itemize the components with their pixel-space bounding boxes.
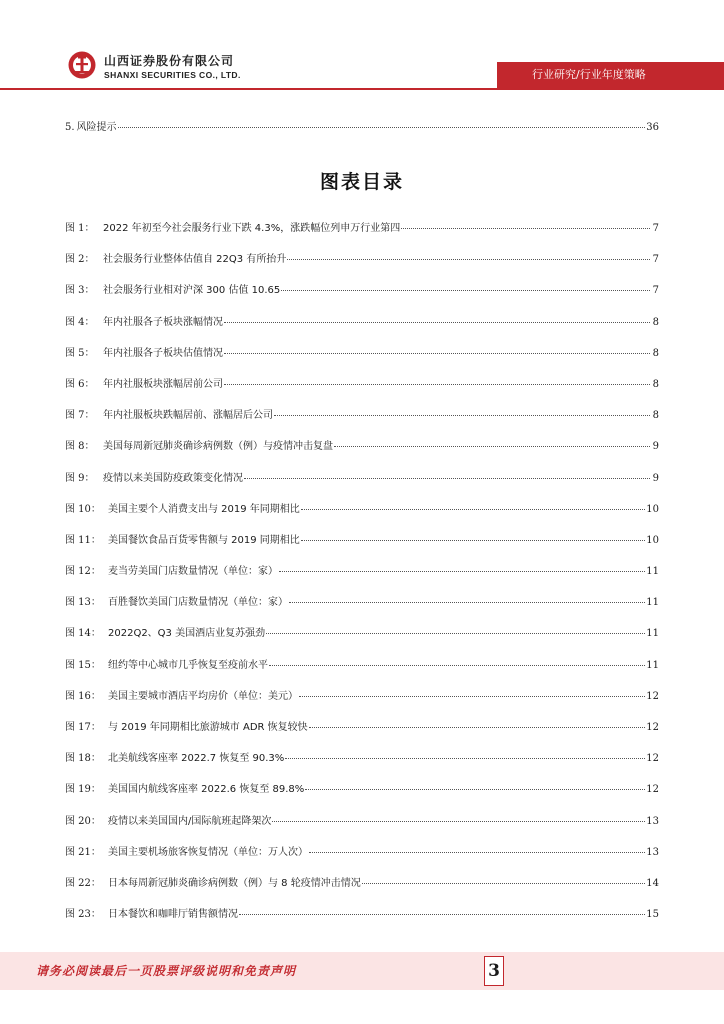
figure-entry[interactable] <box>65 815 659 846</box>
figure-title: 美国主要城市酒店平均房价（单位：美元） <box>108 690 298 702</box>
dot-leader <box>272 821 645 822</box>
dot-leader <box>289 602 645 603</box>
figure-label: 图 6： <box>65 378 95 390</box>
dot-leader <box>362 883 646 884</box>
company-name <box>104 54 241 81</box>
figure-entry[interactable] <box>65 316 659 347</box>
figure-title: 社会服务行业相对沪深 300 估值 10.65 <box>103 285 281 297</box>
shanxi-securities-logo-icon <box>67 50 97 80</box>
figure-title: 美国国内航线客座率 2022.6 恢复至 89.8% <box>108 784 305 796</box>
dot-leader <box>281 290 650 291</box>
figure-title: 2022 年初至今社会服务行业下跌 4.3%，涨跌幅位列申万行业第四 <box>103 223 401 234</box>
figure-entry[interactable] <box>65 627 659 658</box>
figure-entry[interactable] <box>65 503 659 534</box>
figure-label: 图 10： <box>65 503 101 515</box>
figure-page: 9 <box>652 472 659 484</box>
figure-label: 图 4： <box>65 316 95 328</box>
figure-label: 图 3： <box>65 285 95 297</box>
dot-leader <box>309 852 645 853</box>
dot-leader <box>305 789 645 790</box>
toc-number: 5. <box>65 122 75 133</box>
company-name-en: SHANXI SECURITIES CO., LTD. <box>104 70 241 80</box>
figure-page: 7 <box>652 285 659 297</box>
dot-leader <box>279 571 645 572</box>
figure-list-title: 图表目录 <box>319 171 404 193</box>
figure-page: 8 <box>652 347 659 359</box>
figure-page: 10 <box>646 534 659 546</box>
figure-entry[interactable] <box>65 440 659 471</box>
figure-page: 10 <box>646 503 659 515</box>
dot-leader <box>285 758 645 759</box>
dot-leader <box>239 914 645 915</box>
figure-title: 麦当劳美国门店数量情况（单位：家） <box>108 566 278 578</box>
dot-leader <box>118 127 646 128</box>
dot-leader <box>224 322 650 323</box>
dot-leader <box>244 478 650 479</box>
dot-leader <box>287 259 650 260</box>
dot-leader <box>301 540 645 541</box>
dot-leader <box>224 353 650 354</box>
figure-entry[interactable] <box>65 222 659 253</box>
figure-page: 11 <box>646 597 659 609</box>
figure-entry[interactable] <box>65 253 659 284</box>
figure-entry[interactable] <box>65 877 659 908</box>
figure-title: 纽约等中心城市几乎恢复至疫前水平 <box>108 659 268 671</box>
figure-label: 图 18： <box>65 753 101 765</box>
figure-title: 社会服务行业整体估值自 22Q3 有所抬升 <box>103 254 287 266</box>
figure-label: 图 16： <box>65 690 101 702</box>
figure-label: 图 9： <box>65 472 95 484</box>
dot-leader <box>224 384 650 385</box>
figure-entry[interactable] <box>65 347 659 378</box>
figure-entry[interactable] <box>65 284 659 315</box>
figure-label: 图 5： <box>65 347 95 359</box>
figure-page: 12 <box>646 753 659 765</box>
header-divider <box>0 88 724 90</box>
company-name-cn: 山西证券股份有限公司 <box>104 54 235 68</box>
figure-entry[interactable] <box>65 783 659 814</box>
figure-label: 图 8： <box>65 441 95 453</box>
figure-label: 图 13： <box>65 597 101 609</box>
figure-page: 8 <box>652 410 659 422</box>
figure-label: 图 21： <box>65 846 101 858</box>
figure-entry[interactable] <box>65 908 659 939</box>
dot-leader <box>266 633 645 634</box>
table-of-contents-tail <box>65 121 659 137</box>
figure-label: 图 11： <box>65 534 101 546</box>
figure-title: 疫情以来美国国内/国际航班起降架次 <box>108 815 272 827</box>
figure-page: 11 <box>646 566 659 578</box>
figure-entry[interactable] <box>65 534 659 565</box>
figure-title: 年内社服板块涨幅居前公司 <box>103 378 223 390</box>
figure-title: 年内社服板块跌幅居前、涨幅居后公司 <box>103 410 273 422</box>
figure-title: 美国主要个人消费支出与 2019 年同期相比 <box>108 503 300 515</box>
figure-entry[interactable] <box>65 409 659 440</box>
dot-leader <box>299 696 645 697</box>
figure-label: 图 19： <box>65 784 101 796</box>
figure-title: 日本餐饮和咖啡厅销售额情况 <box>108 909 238 921</box>
figure-title: 疫情以来美国防疫政策变化情况 <box>103 472 243 484</box>
page-header <box>0 0 724 92</box>
figure-page: 7 <box>652 223 659 234</box>
figure-page: 14 <box>646 877 659 889</box>
figure-label: 图 12： <box>65 566 101 578</box>
figure-label: 图 22： <box>65 877 101 889</box>
figure-page: 7 <box>652 254 659 266</box>
figure-label: 图 20： <box>65 815 101 827</box>
toc-title: 风险提示 <box>76 122 117 133</box>
figure-entry[interactable] <box>65 565 659 596</box>
figure-entry[interactable] <box>65 846 659 877</box>
figure-page: 11 <box>646 659 659 671</box>
toc-entry[interactable] <box>65 121 659 137</box>
figure-page: 12 <box>646 690 659 702</box>
figure-title: 美国主要机场旅客恢复情况（单位：万人次） <box>108 846 308 858</box>
figure-entry[interactable] <box>65 659 659 690</box>
figure-title: 与 2019 年同期相比旅游城市 ADR 恢复较快 <box>108 722 308 733</box>
figure-entry[interactable] <box>65 378 659 409</box>
dot-leader <box>269 665 645 666</box>
page-number: 3 <box>488 961 500 981</box>
figure-page: 11 <box>646 628 659 640</box>
figure-label: 图 15： <box>65 659 101 671</box>
figure-title: 百胜餐饮美国门店数量情况（单位：家） <box>108 597 288 609</box>
figure-page: 9 <box>652 441 659 453</box>
figure-entry[interactable] <box>65 752 659 783</box>
toc-page: 36 <box>646 122 659 133</box>
figure-page: 8 <box>652 316 659 328</box>
figure-title: 美国餐饮食品百货零售额与 2019 同期相比 <box>108 534 300 546</box>
figure-label: 图 1： <box>65 223 95 234</box>
figure-label: 图 14： <box>65 628 101 640</box>
figure-title: 日本每周新冠肺炎确诊病例数（例）与 8 轮疫情冲击情况 <box>108 877 361 889</box>
figure-entry[interactable] <box>65 690 659 721</box>
figure-list <box>65 222 659 939</box>
figure-page: 12 <box>646 722 659 733</box>
dot-leader <box>301 509 645 510</box>
figure-page: 15 <box>646 909 659 921</box>
figure-entry[interactable] <box>65 472 659 503</box>
figure-label: 图 2： <box>65 254 95 266</box>
figure-page: 13 <box>646 846 659 858</box>
figure-title: 年内社服各子板块涨幅情况 <box>103 316 223 328</box>
figure-title: 2022Q2、Q3 美国酒店业复苏强劲 <box>108 628 266 640</box>
figure-label: 图 23： <box>65 909 101 921</box>
dot-leader <box>334 446 650 447</box>
report-type: 行业研究/行业年度策略 <box>532 68 646 81</box>
figure-title: 年内社服各子板块估值情况 <box>103 347 223 359</box>
figure-entry[interactable] <box>65 596 659 627</box>
disclaimer-notice: 请务必阅读最后一页股票评级说明和免责声明 <box>36 964 297 978</box>
figure-title: 美国每周新冠肺炎确诊病例数（例）与疫情冲击复盘 <box>103 441 333 453</box>
dot-leader <box>274 415 650 416</box>
figure-page: 12 <box>646 784 659 796</box>
figure-page: 8 <box>652 378 659 390</box>
figure-label: 图 7： <box>65 410 95 422</box>
figure-label: 图 17： <box>65 722 101 733</box>
figure-entry[interactable] <box>65 721 659 752</box>
dot-leader <box>309 727 646 728</box>
figure-page: 13 <box>646 815 659 827</box>
dot-leader <box>401 228 650 229</box>
figure-title: 北美航线客座率 2022.7 恢复至 90.3% <box>108 753 285 765</box>
